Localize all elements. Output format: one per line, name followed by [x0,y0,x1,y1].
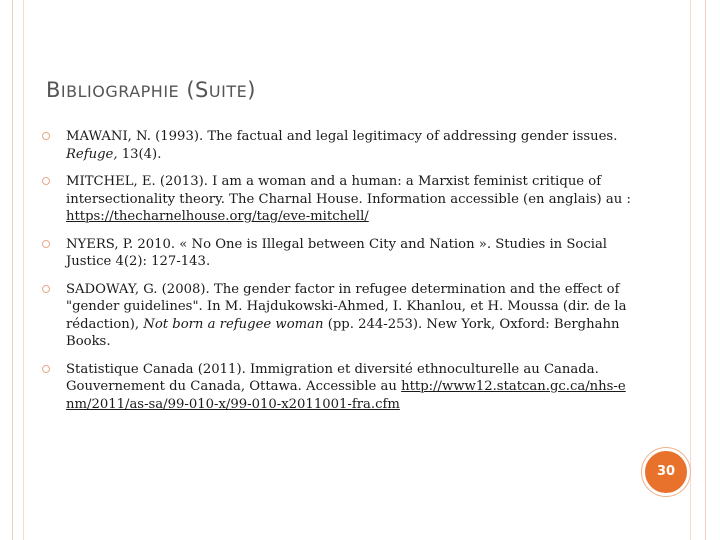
bullet-icon [42,285,50,293]
bibliography-entry-mitchel: MITCHEL, E. (2013). I am a woman and a human: a Marxist feminist critique of intersectionality theory. The Charnal House. Information accessible (en anglais) au : https://thecharnelhouse.org/tag/eve-mitchell/ [42,173,632,226]
bullet-icon [42,177,50,185]
charnelhouse-link[interactable]: https://thecharnelhouse.org/tag/eve-mitchell/ [66,209,369,224]
statcan-link[interactable]: http://www12.statcan.gc.ca/nhs-enm/2011/as-sa/99-010-x/99-010-x2011001-fra.cfm [66,379,626,412]
bullet-icon [42,365,50,373]
bullet-icon [42,132,50,140]
bibliography-entry-nyers: NYERS, P. 2010. « No One is Illegal between City and Nation ». Studies in Social Justice 4(2): 127-143. [42,236,632,271]
page-number-badge: 30 [642,448,690,496]
bullet-icon [42,240,50,248]
bibliography-entry-sadoway: SADOWAY, G. (2008). The gender factor in refugee determination and the effect of "gender guidelines". In M. Hajdukowski-Ahmed, I. Khanlou, et H. Moussa (dir. de la rédaction), Not born a refugee woman (pp. 244-253). New York, Oxford: Berghahn Books. [42,281,632,351]
bibliography-entry-mawani: MAWANI, N. (1993). The factual and legal legitimacy of addressing gender issues. Refuge, 13(4). [42,128,632,163]
slide-title: BIBLIOGRAPHIE (SUITE) [46,78,256,102]
bibliography-entry-statcan: Statistique Canada (2011). Immigration et diversité ethnoculturelle au Canada. Gouvernement du Canada, Ottawa. Accessible au http://www12.statcan.gc.ca/nhs-enm/2011/as-sa/99-010-x/99-010-x2011001-fra.cfm [42,361,632,414]
bibliography-list [42,128,632,423]
